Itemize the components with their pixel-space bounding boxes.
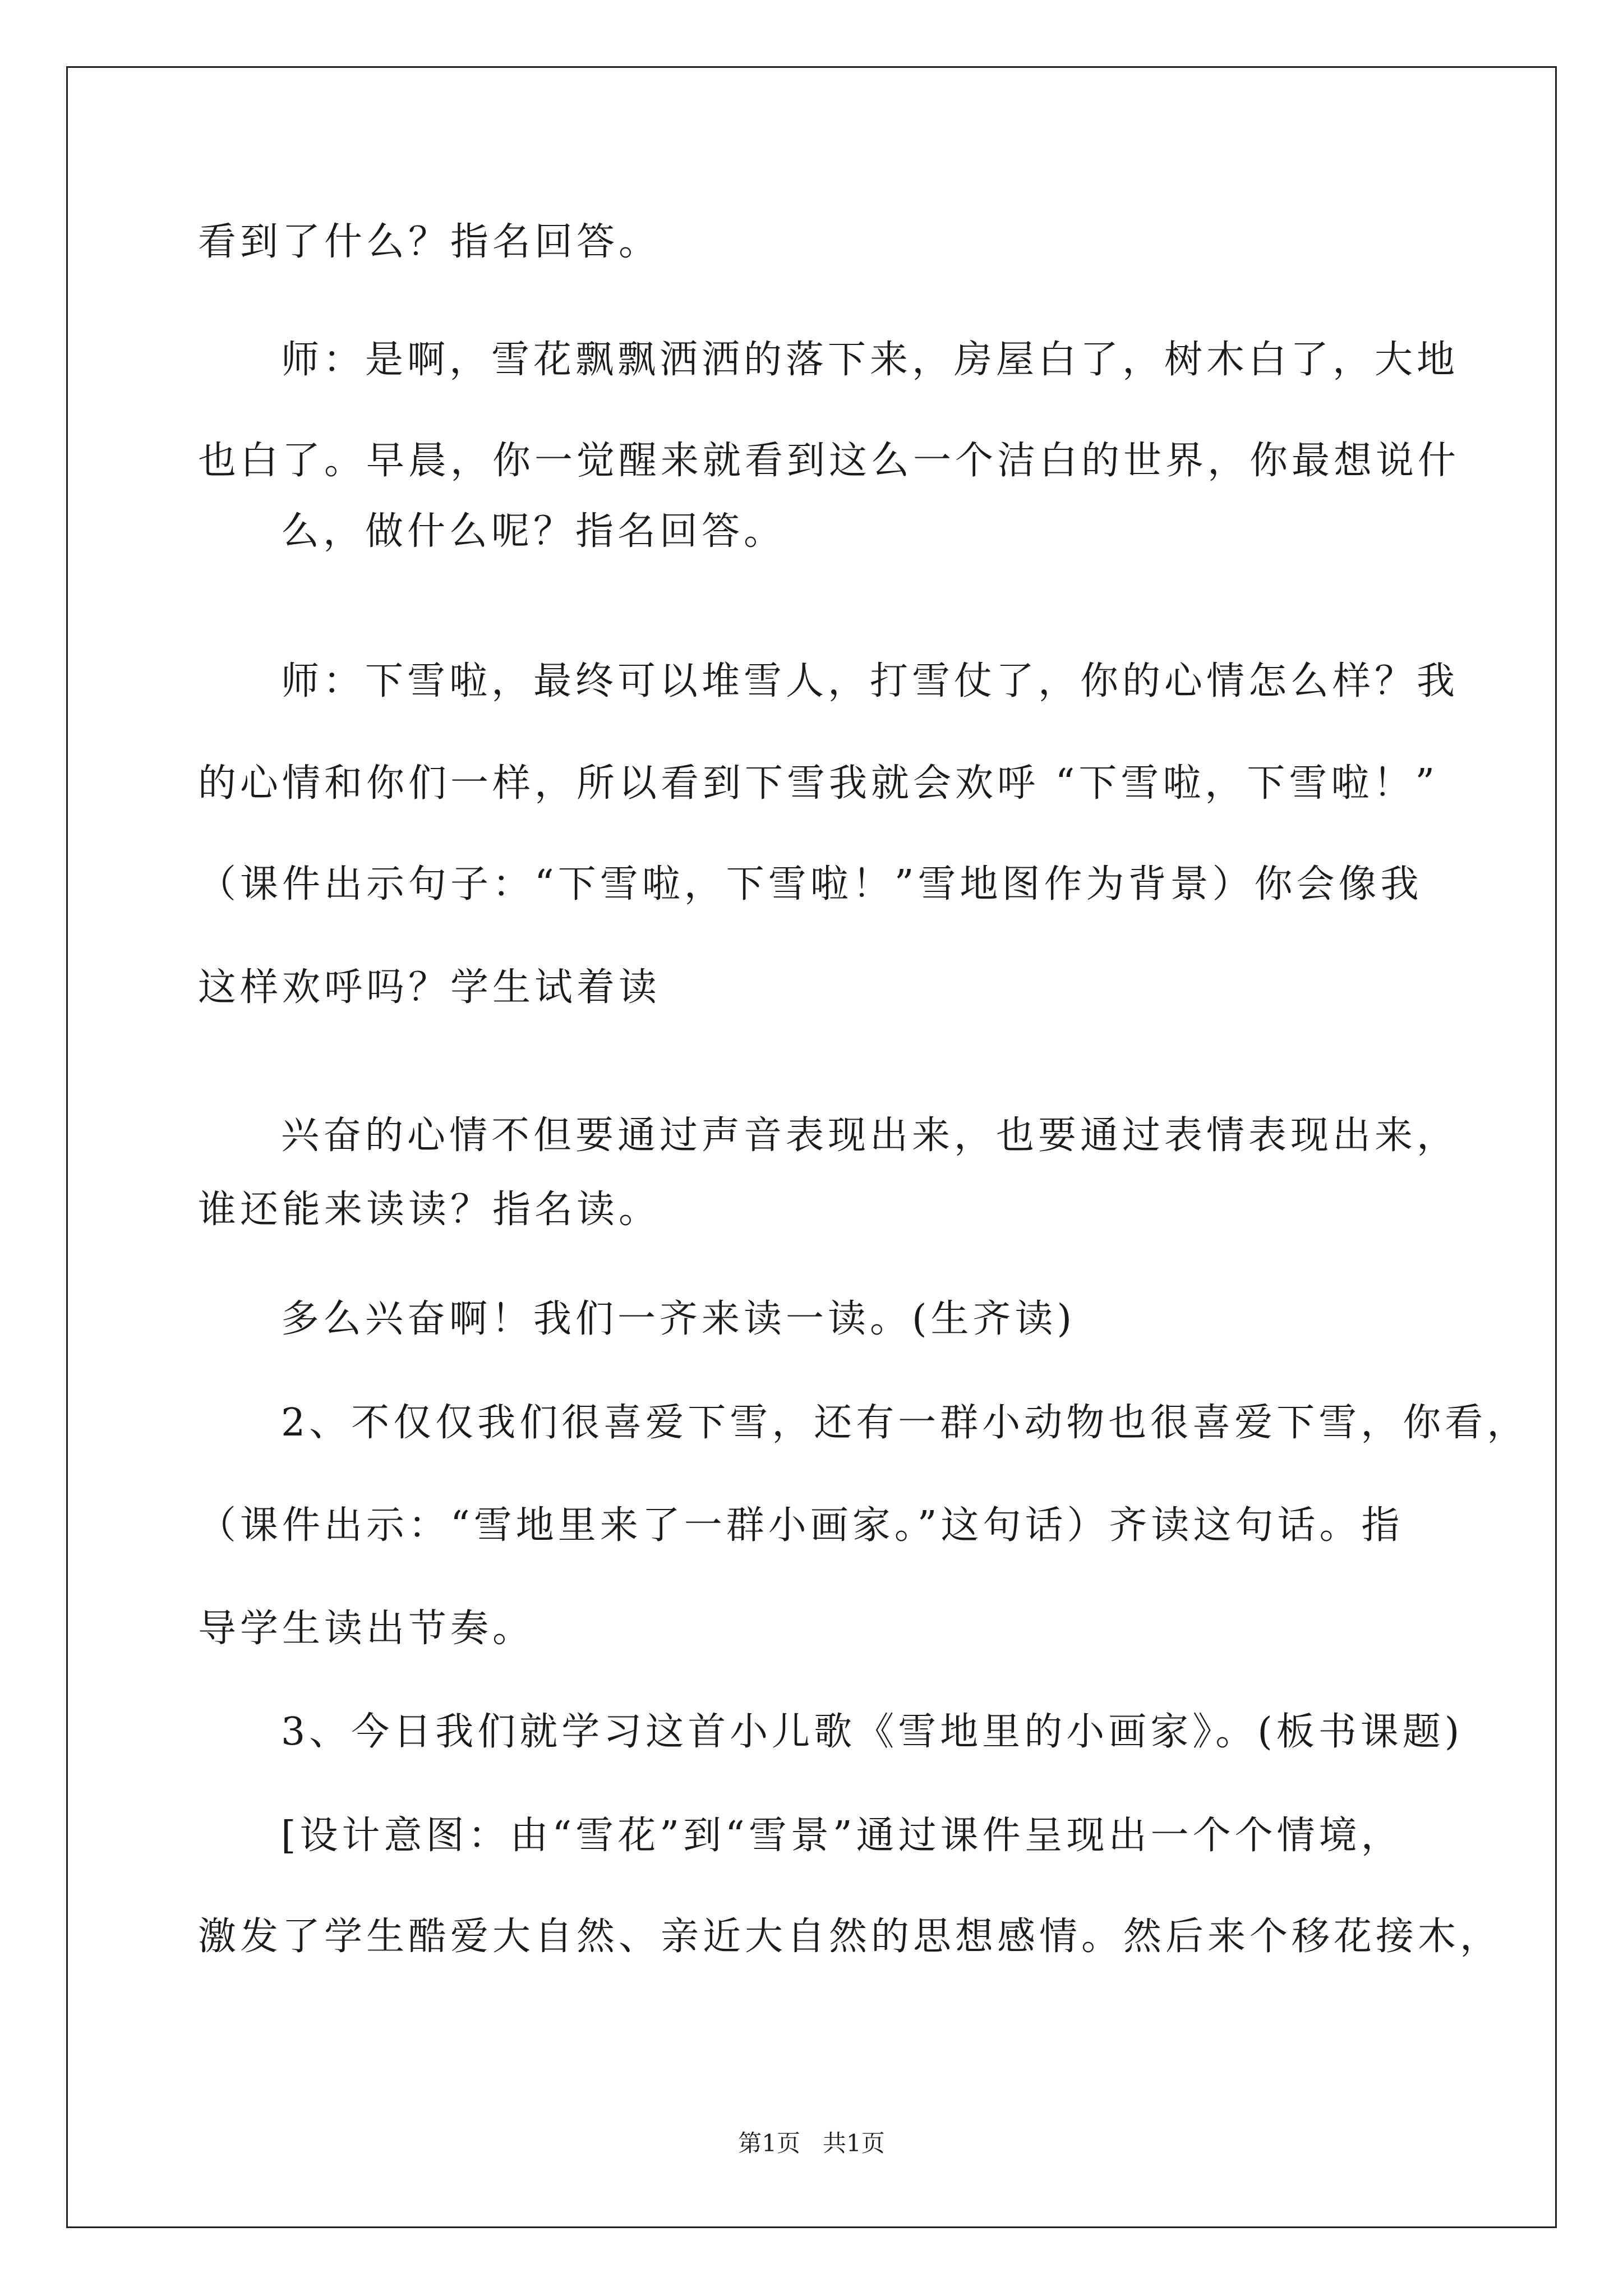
text-line: 师：下雪啦，最终可以堆雪人，打雪仗了，你的心情怎么样？我	[281, 659, 1459, 703]
text-line: （课件出示：“雪地里来了一群小画家。”这句话）齐读这句话。指	[198, 1503, 1404, 1548]
text-line: 的心情和你们一样，所以看到下雪我就会欢呼 “下雪啦，下雪啦！”	[198, 761, 1439, 806]
text-line: [设计意图：由“雪花”到“雪景”通过课件呈现出一个个情境，	[281, 1814, 1403, 1858]
page-footer: 第1页 共1页	[738, 2129, 885, 2157]
text-line: 这样欢呼吗？学生试着读	[198, 965, 661, 1010]
text-line: 3、今日我们就学习这首小儿歌《雪地里的小画家》。(板书课题)	[281, 1710, 1464, 1754]
text-line: 看到了什么？指名回答。	[198, 220, 661, 264]
text-line: 兴奋的心情不但要通过声音表现出来，也要通过表情表现出来，	[281, 1114, 1459, 1158]
text-line: 么，做什么呢？指名回答。	[281, 509, 786, 554]
text-line: 2、不仅仅我们很喜爱下雪，还有一群小动物也很喜爱下雪，你看，	[281, 1401, 1529, 1445]
text-line: 也白了。早晨，你一觉醒来就看到这么一个洁白的世界，你最想说什	[198, 439, 1460, 483]
text-line: 导学生读出节奏。	[198, 1607, 535, 1651]
text-line: （课件出示句子：“下雪啦，下雪啦！”雪地图作为背景）你会像我	[198, 862, 1423, 907]
text-line: 多么兴奋啊！我们一齐来读一读。(生齐读)	[281, 1297, 1076, 1341]
text-line: 师：是啊，雪花飘飘洒洒的落下来，房屋白了，树木白了，大地	[281, 338, 1459, 382]
text-line: 激发了学生酷爱大自然、亲近大自然的思想感情。然后来个移花接木，	[198, 1915, 1502, 1959]
text-line: 谁还能来读读？指名读。	[198, 1188, 661, 1232]
